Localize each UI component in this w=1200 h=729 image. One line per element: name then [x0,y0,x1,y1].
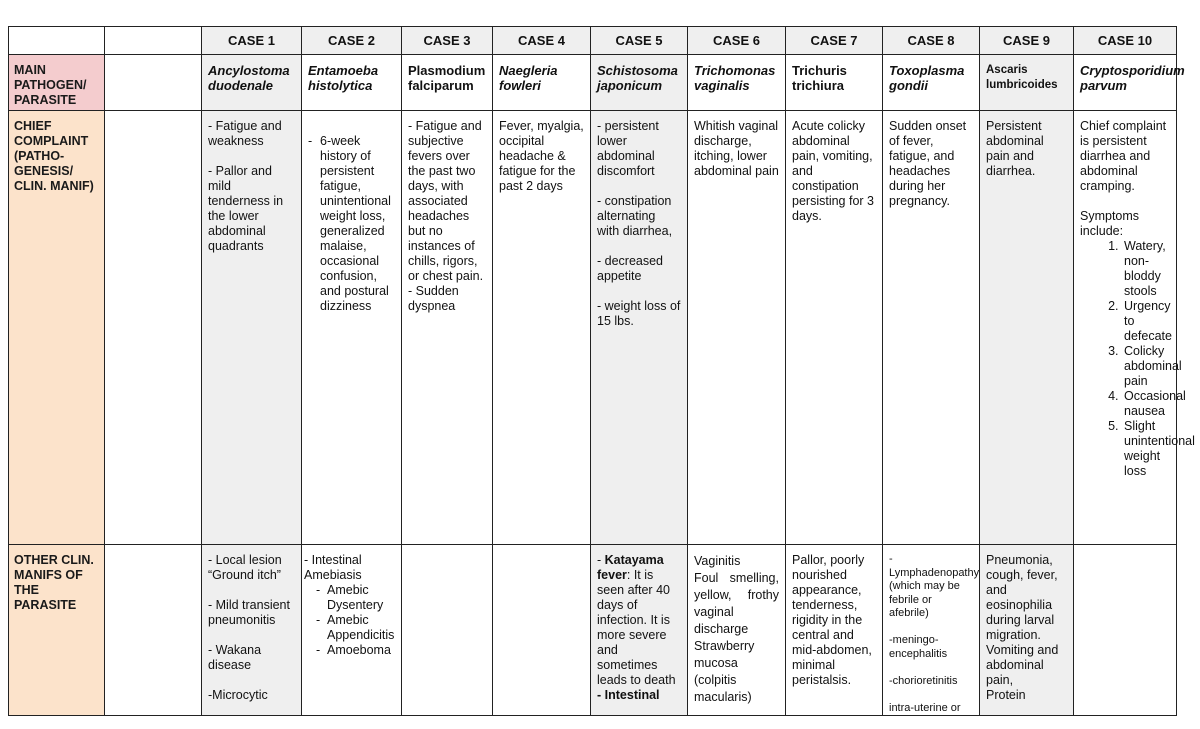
pathogen-cell: Trichomonas vaginalis [688,55,786,111]
pathogen-cell: Ascaris lumbricoides [980,55,1074,111]
case-header: CASE 6 [688,27,786,55]
header-row [9,27,1177,55]
chief-complaint-cell: - Fatigue and weakness - Pallor and mild tenderness in the lower abdominal quadrants [202,111,302,545]
dash-marker: - [597,553,605,567]
other-manifestations-cell [302,545,402,716]
other-manifestations-cell: Vaginitis Foul smelling, yellow, frothy vaginal discharge Strawberry mucosa (colpitis macularis) [688,545,786,716]
case-header: CASE 7 [786,27,883,55]
case-header: CASE 5 [591,27,688,55]
chief-complaint-cell: Acute colicky abdominal pain, vomiting, and constipation persisting for 3 days. [786,111,883,545]
amebiasis-heading: - Intestinal Amebiasis [304,553,362,582]
pathogen-cell: Toxoplasma gondii [883,55,980,111]
pathogen-cell: Ancylostoma duodenale [202,55,302,111]
list-item: - Amebic Appendicitis [316,613,395,643]
pathogen-cell: Plasmodium falciparum [402,55,493,111]
list-item: - Amoeboma [316,643,395,658]
case-header: CASE 4 [493,27,591,55]
other-manifestations-cell [493,545,591,716]
blank-header-cell [105,27,202,55]
chief-complaint-intro: Chief complaint is persistent diarrhea and abdominal cramping. [1080,119,1167,193]
dash-marker: - [308,134,313,148]
chief-complaint-text: 6-week history of persistent fatigue, unintentional weight loss, generalized malaise, occasional confusion, and postural dizziness [320,134,391,313]
case-header: CASE 9 [980,27,1074,55]
row-label-pathogen: MAIN PATHOGEN/ PARASITE [9,55,105,111]
symptoms-label: Symptoms include: [1080,209,1140,238]
other-manifestations-cell: Pallor, poorly nourished appearance, tenderness, rigidity in the central and mid-abdomen, minimal peristalsis. [786,545,883,716]
case-header: CASE 8 [883,27,980,55]
chief-complaint-cell: Persistent abdominal pain and diarrhea. [980,111,1074,545]
chief-complaint-cell: - persistent lower abdominal discomfort - constipation alternating with diarrhea, - decreased appetite - weight loss of 15 lbs. [591,111,688,545]
blank-cell [105,111,202,545]
other-manifestations-cell: Pneumonia, cough, fever, and eosinophilia during larval migration. Vomiting and abdominal pain, Protein [980,545,1074,716]
pathogen-cell: Entamoeba histolytica [302,55,402,111]
list-item: 5. Slight unintentional weight loss [1122,419,1170,479]
case-header: CASE 2 [302,27,402,55]
katayama-fever-text: : It is seen after 40 days of infection. It is more severe and sometimes leads to death [597,568,676,687]
case-header: CASE 3 [402,27,493,55]
chief-complaint-cell: Sudden onset of fever, fatigue, and headaches during her pregnancy. [883,111,980,545]
pathogen-cell: Naegleria fowleri [493,55,591,111]
pathogen-cell: Schistosoma japonicum [591,55,688,111]
case-table [8,26,1195,716]
other-manifestations-cell [1074,545,1177,716]
other-manifestations-cell [402,545,493,716]
dash-marker: - [597,688,605,702]
chief-complaint-row [9,111,1177,545]
row-label-chief-complaint: CHIEF COMPLAINT (PATHO-GENESIS/ CLIN. MANIF) [9,111,105,545]
blank-cell [105,545,202,716]
chief-complaint-cell [302,111,402,545]
chief-complaint-cell: Whitish vaginal discharge, itching, lower abdominal pain [688,111,786,545]
amebiasis-list [304,583,395,658]
chief-complaint-cell: Fever, myalgia, occipital headache & fatigue for the past 2 days [493,111,591,545]
other-manifestations-row [9,545,1177,716]
intestinal-term: Intestinal [604,688,660,702]
other-manifestations-cell [591,545,688,716]
blank-cell [105,55,202,111]
list-item: - Amebic Dysentery [316,583,395,613]
list-item: 2. Urgency to defecate [1122,299,1170,344]
list-item: 1. Watery, non-bloddy stools [1122,239,1170,299]
other-manifestations-cell: - Local lesion “Ground itch” - Mild transient pneumonitis - Wakana disease -Microcytic [202,545,302,716]
katayama-fever-term: Katayama fever [597,553,664,582]
row-label-other-manifestations: OTHER CLIN. MANIFS OF THE PARASITE [9,545,105,716]
pathogen-row [9,55,1177,111]
case-header: CASE 10 [1074,27,1177,55]
corner-cell [9,27,105,55]
chief-complaint-cell: - Fatigue and subjective fevers over the past two days, with associated headaches but no instances of chills, rigors, or chest pain. - Sudden dyspnea [402,111,493,545]
list-item: 3. Colicky abdominal pain [1122,344,1170,389]
other-manifestations-cell: -Lymphadenopathy (which may be febrile or afebrile) -meningo-encephalitis -chorioretinitis intra-uterine or [883,545,980,716]
list-item: 4. Occasional nausea [1122,389,1170,419]
pathogen-cell: Trichuris trichiura [786,55,883,111]
symptom-list [1080,239,1195,479]
chief-complaint-cell [1074,111,1195,545]
pathogen-cell: Cryptosporidium parvum [1074,55,1177,111]
case-header: CASE 1 [202,27,302,55]
